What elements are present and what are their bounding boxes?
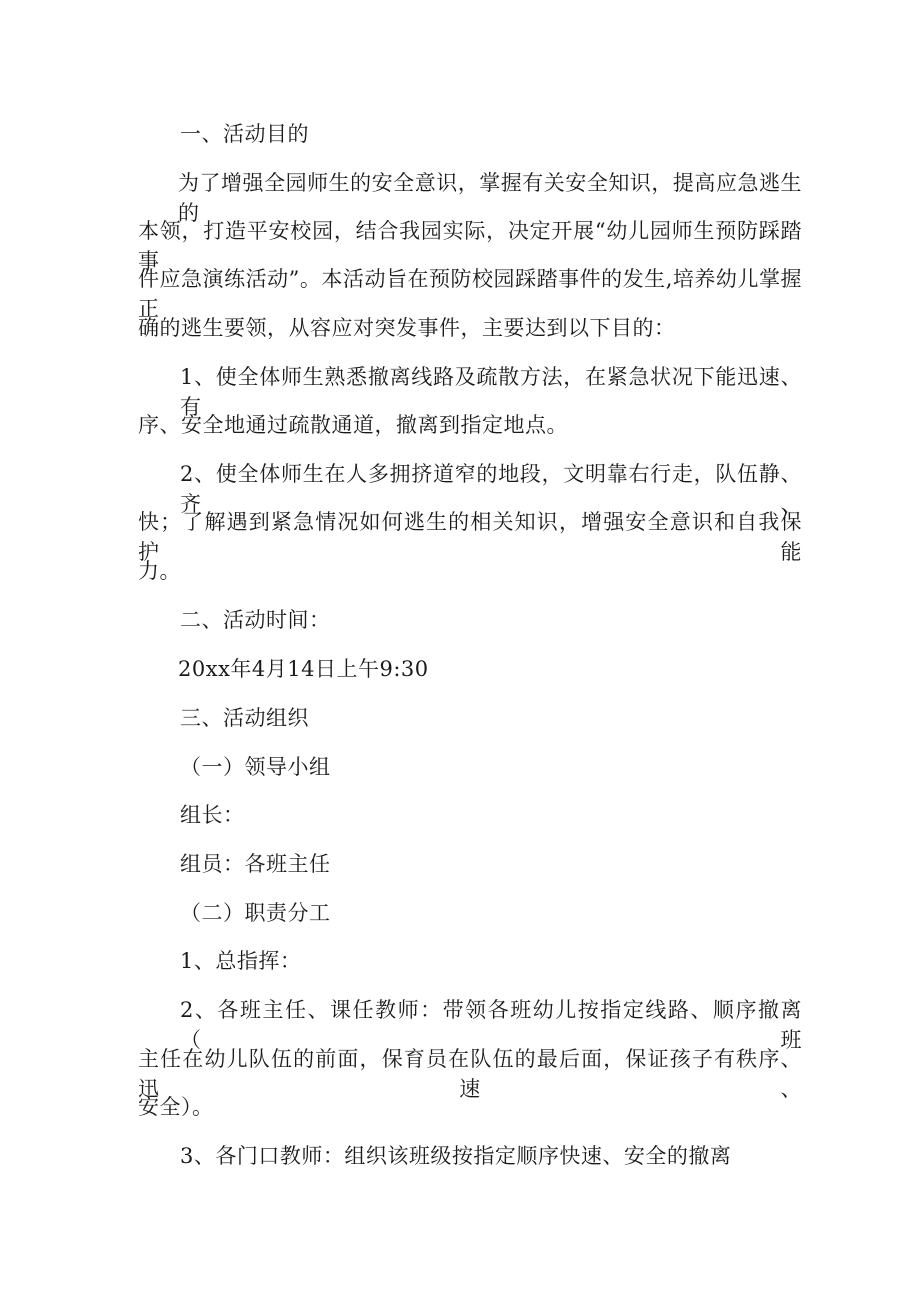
paragraph-line: 序、安全地通过疏散通道，撤离到指定地点。	[138, 413, 568, 437]
paragraph-line: 力。	[138, 559, 181, 583]
paragraph-line: 件应急演练活动”。本活动旨在预防校园踩踏事件的发生,培养幼儿掌握正	[138, 267, 802, 321]
event-datetime: 20xx年4月14日上午9:30	[178, 657, 429, 681]
group-leader-line: 组长：	[180, 803, 245, 827]
section-heading-organization: 三、活动组织	[180, 706, 309, 730]
subheading-duties: （二）职责分工	[180, 901, 331, 925]
duty-item: 3、各门口教师：组织该班级按指定顺序快速、安全的撤离	[180, 1144, 732, 1168]
group-members-line: 组员：各班主任	[180, 852, 331, 876]
paragraph-line: 为了增强全园师生的安全意识，掌握有关安全知识，提高应急逃生的	[178, 171, 802, 225]
section-heading-purpose: 一、活动目的	[180, 122, 309, 146]
duty-item: 2、各班主任、课任教师：带领各班幼儿按指定线路、顺序撤离（班	[180, 998, 802, 1052]
paragraph-line: 确的逃生要领，从容应对突发事件，主要达到以下目的：	[138, 316, 676, 340]
duty-item: 1、总指挥：	[180, 949, 302, 973]
paragraph-line: 快；了解遇到紧急情况如何逃生的相关知识，增强安全意识和自我保护能	[138, 510, 802, 564]
paragraph-line: 2、使全体师生在人多拥挤道窄的地段，文明靠右行走，队伍静、齐、	[180, 462, 802, 516]
section-heading-time: 二、活动时间：	[180, 608, 331, 632]
paragraph-line: 安全）。	[138, 1095, 214, 1119]
paragraph-line: 1、使全体师生熟悉撤离线路及疏散方法，在紧急状况下能迅速、有	[180, 365, 802, 419]
subheading-leadership-group: （一）领导小组	[180, 755, 331, 779]
paragraph-line: 本领，打造平安校园，结合我园实际，决定开展“幼儿园师生预防踩踏事	[138, 219, 802, 273]
paragraph-line: 主任在幼儿队伍的前面，保育员在队伍的最后面，保证孩子有秩序、迅速、	[138, 1047, 802, 1101]
